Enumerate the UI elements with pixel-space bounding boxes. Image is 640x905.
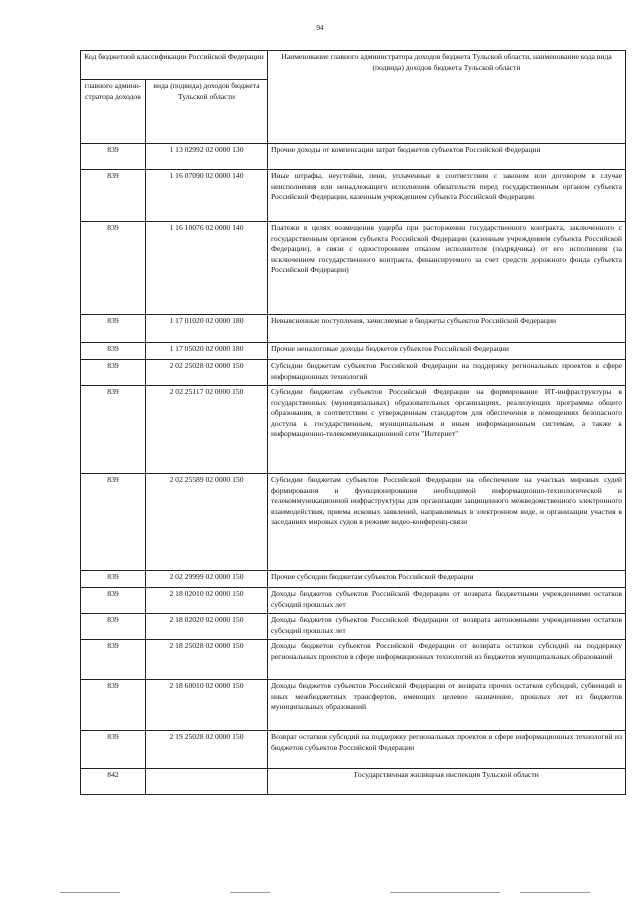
name-cell: Доходы бюджетов субъектов Российской Федерации от возврата бюджетными учреждениями остатков субсидий прошлых лет	[268, 588, 626, 614]
kind-code-cell	[146, 769, 268, 795]
name-cell: Доходы бюджетов субъектов Российской Федерации от возврата прочих остатков субсидий, субвенций и иных межбюджетных трансфертов, имеющих целевое назначение, прошлых лет из бюджетов муниципальных образований	[268, 680, 626, 731]
table-row	[81, 343, 626, 360]
name-cell: Иные штрафы, неустойки, пени, уплаченные в соответствии с законом или договором в случае неисполнения или ненадлежащего исполнения обязательств перед государственным органом субъекта Российской Федерации, казенным учреждением субъекта Российской Федерации	[268, 170, 626, 222]
admin-code-cell: 839	[81, 144, 146, 170]
table-row	[81, 360, 626, 386]
name-cell: Прочие субсидии бюджетам субъектов Российской Федерации	[268, 571, 626, 588]
table-row	[81, 170, 626, 222]
table-row	[81, 386, 626, 474]
name-cell: Невыясненные поступления, зачисляемые в бюджеты субъектов Российской Федерации	[268, 315, 626, 343]
name-cell: Доходы бюджетов субъектов Российской Федерации от возврата остатков субсидий на поддержку региональных проектов в сфере информационных технологий из бюджетов муниципальных образований	[268, 640, 626, 680]
admin-code-cell: 839	[81, 222, 146, 315]
table-row	[81, 144, 626, 170]
kind-code-cell: 2 18 60010 02 0000 150	[146, 680, 268, 731]
name-cell: Субсидии бюджетам субъектов Российской Федерации на поддержку региональных проектов в сфере информационных технологий	[268, 360, 626, 386]
admin-code-cell: 839	[81, 680, 146, 731]
table-body	[81, 144, 626, 795]
admin-code-cell: 839	[81, 731, 146, 769]
admin-code-cell: 839	[81, 315, 146, 343]
admin-code-cell: 839	[81, 360, 146, 386]
name-cell: Прочие доходы от компенсации затрат бюджетов субъектов Российской Федерации	[268, 144, 626, 170]
admin-code-cell: 842	[81, 769, 146, 795]
table-row	[81, 769, 626, 795]
header-classification-code: Код бюджетной классификации Российской Федерации	[81, 51, 268, 80]
table-row	[81, 315, 626, 343]
header-kind-code: вида (подвида) доходов бюджета Тульской области	[146, 80, 268, 144]
kind-code-cell: 1 17 01020 02 0000 180	[146, 315, 268, 343]
table-row	[81, 222, 626, 315]
table-row	[81, 640, 626, 680]
kind-code-cell: 2 18 02020 02 0000 150	[146, 614, 268, 640]
name-cell: Платежи в целях возмещения ущерба при расторжении государственного контракта, заключенного с государственным органом субъекта Российской Федерации (казенным учреждением субъекта Российской Федерации), в связи с односторонним отказом исполнителя (подрядчика) от его исполнения (за исключением государственного контракта, финансируемого за счет средств дорожного фонда субъекта Российской Федерации)	[268, 222, 626, 315]
header-admin-code: главного админи-стратора доходов	[81, 80, 146, 144]
table-row	[81, 614, 626, 640]
admin-code-cell: 839	[81, 474, 146, 571]
kind-code-cell: 2 02 25117 02 0000 150	[146, 386, 268, 474]
table-row	[81, 588, 626, 614]
name-cell: Государственная жилищная инспекция Тульской области	[268, 769, 626, 795]
kind-code-cell: 2 18 02010 02 0000 150	[146, 588, 268, 614]
kind-code-cell: 2 02 25589 02 0000 150	[146, 474, 268, 571]
revenue-classification-table	[80, 50, 626, 795]
table-row	[81, 474, 626, 571]
admin-code-cell: 839	[81, 343, 146, 360]
page-footer-marks	[60, 892, 620, 894]
header-name: Наименование главного администратора доходов бюджета Тульской области, наименование кода вида (подвида) доходов бюджета Тульской области	[268, 51, 626, 144]
admin-code-cell: 839	[81, 386, 146, 474]
admin-code-cell: 839	[81, 571, 146, 588]
admin-code-cell: 839	[81, 170, 146, 222]
kind-code-cell: 2 02 29999 02 0000 150	[146, 571, 268, 588]
admin-code-cell: 839	[81, 588, 146, 614]
kind-code-cell: 1 16 10076 02 0000 140	[146, 222, 268, 315]
kind-code-cell: 2 18 25028 02 0000 150	[146, 640, 268, 680]
name-cell: Доходы бюджетов субъектов Российской Федерации от возврата автономными учреждениями остатков субсидий прошлых лет	[268, 614, 626, 640]
kind-code-cell: 1 13 02992 02 0000 130	[146, 144, 268, 170]
name-cell: Прочие неналоговые доходы бюджетов субъектов Российской Федерации	[268, 343, 626, 360]
table-row	[81, 680, 626, 731]
admin-code-cell: 839	[81, 640, 146, 680]
table-row	[81, 571, 626, 588]
admin-code-cell: 839	[81, 614, 146, 640]
kind-code-cell: 1 16 07090 02 0000 140	[146, 170, 268, 222]
kind-code-cell: 2 02 25028 02 0000 150	[146, 360, 268, 386]
kind-code-cell: 1 17 05020 02 0000 180	[146, 343, 268, 360]
page-number: 94	[316, 24, 324, 32]
name-cell: Субсидии бюджетам субъектов Российской Федерации на обеспечение на участках мировых судей формирования и функционирования необходимой информационно-технологической и телекоммуникационной инфраструктуры для организации защищенного межведомственного электронного взаимодействия, приема исковых заявлений, направляемых в электронном виде, и организации участия в заседаниях мировых судов в режиме видео-конференц-связи	[268, 474, 626, 571]
name-cell: Возврат остатков субсидий на поддержку региональных проектов в сфере информационных технологий из бюджетов субъектов Российской Федерации	[268, 731, 626, 769]
name-cell: Субсидии бюджетам субъектов Российской Федерации на формирование ИТ-инфраструктуры в государственных (муниципальных) образовательных организациях, реализующих программы общего образования, в соответствии с утвержденным стандартом для обеспечения в помещениях безопасного доступа к государственным, муниципальным и иным информационным системам, а также к информационно-телекоммуникационной сети "Интернет"	[268, 386, 626, 474]
table-row	[81, 731, 626, 769]
kind-code-cell: 2 19 25028 02 0000 150	[146, 731, 268, 769]
